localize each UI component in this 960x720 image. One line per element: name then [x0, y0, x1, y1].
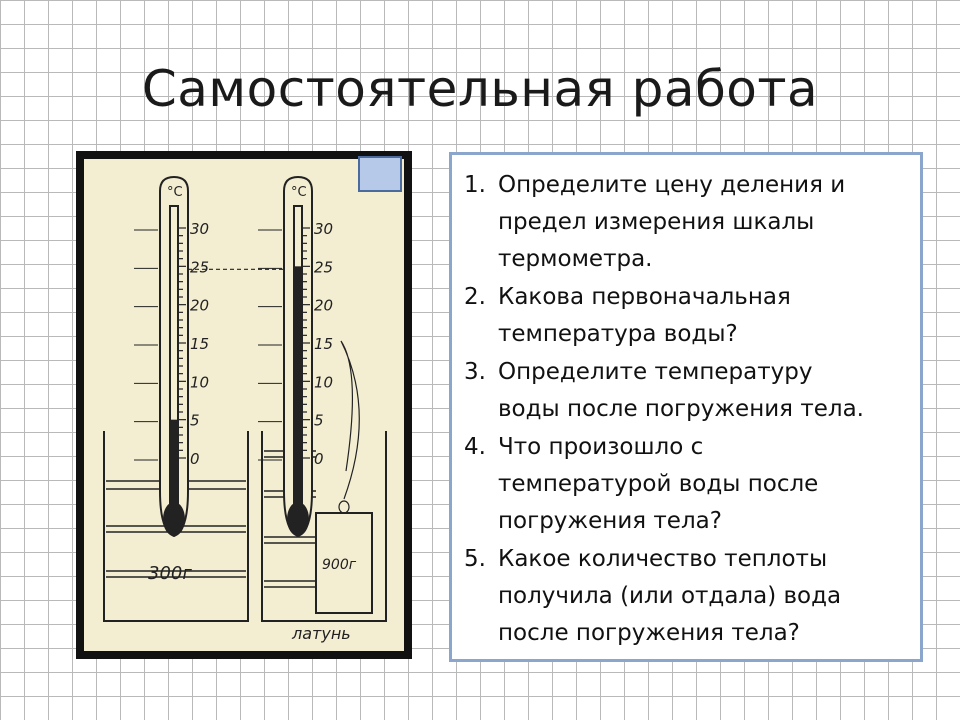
- question-item: [464, 167, 906, 278]
- question-text: Определите цену деления и предел измерения шкалы термометра.: [498, 172, 846, 272]
- left-liquid-column: [170, 420, 178, 506]
- right-tick-label: 30: [314, 220, 334, 238]
- illustration-svg: [76, 151, 412, 659]
- right-tick-label: 25: [314, 258, 334, 277]
- question-number: 2.: [464, 284, 486, 310]
- question-text: Какова первоначальная температура воды?: [498, 284, 791, 347]
- question-item: [464, 279, 906, 353]
- question-number: 3.: [464, 359, 486, 385]
- questions-panel: [449, 152, 923, 662]
- placeholder-square: [358, 156, 402, 192]
- right-tick-label: 10: [314, 373, 334, 392]
- right-tick-label: 15: [314, 335, 334, 353]
- questions-list: [464, 167, 906, 652]
- left-unit-label: °C: [167, 185, 183, 200]
- left-tick-label: 10: [190, 373, 210, 392]
- right-tick-label: 5: [314, 411, 324, 430]
- right-liquid-column: [294, 266, 302, 506]
- material-label: латунь: [292, 624, 351, 643]
- question-item: [464, 354, 906, 428]
- question-text: Какое количество теплоты получила (или отдала) вода после погружения тела?: [498, 546, 842, 646]
- water-mass-label: 300г: [148, 563, 192, 584]
- left-tick-label: 20: [190, 296, 210, 315]
- question-number: 1.: [464, 172, 486, 198]
- question-item: [464, 541, 906, 652]
- left-tick-label: 25: [190, 258, 210, 277]
- left-bulb: [163, 502, 185, 536]
- right-tick-label: 20: [314, 296, 334, 315]
- body-mass-label: 900г: [322, 557, 357, 573]
- question-number: 5.: [464, 546, 486, 572]
- question-item: [464, 429, 906, 540]
- thermometer-illustration: [76, 151, 412, 659]
- right-bulb: [287, 502, 309, 536]
- right-tick-label: 0: [314, 450, 324, 468]
- left-tick-label: 5: [190, 411, 200, 430]
- question-text: Определите температуру воды после погружения тела.: [498, 359, 864, 422]
- left-tick-label: 30: [190, 220, 210, 238]
- slide-title: Самостоятельная работа: [141, 60, 819, 118]
- question-text: Что произошло с температурой воды после погружения тела?: [498, 434, 819, 534]
- left-tick-label: 15: [190, 335, 210, 353]
- left-tick-label: 0: [190, 450, 200, 468]
- question-number: 4.: [464, 434, 486, 460]
- right-unit-label: °C: [291, 185, 307, 200]
